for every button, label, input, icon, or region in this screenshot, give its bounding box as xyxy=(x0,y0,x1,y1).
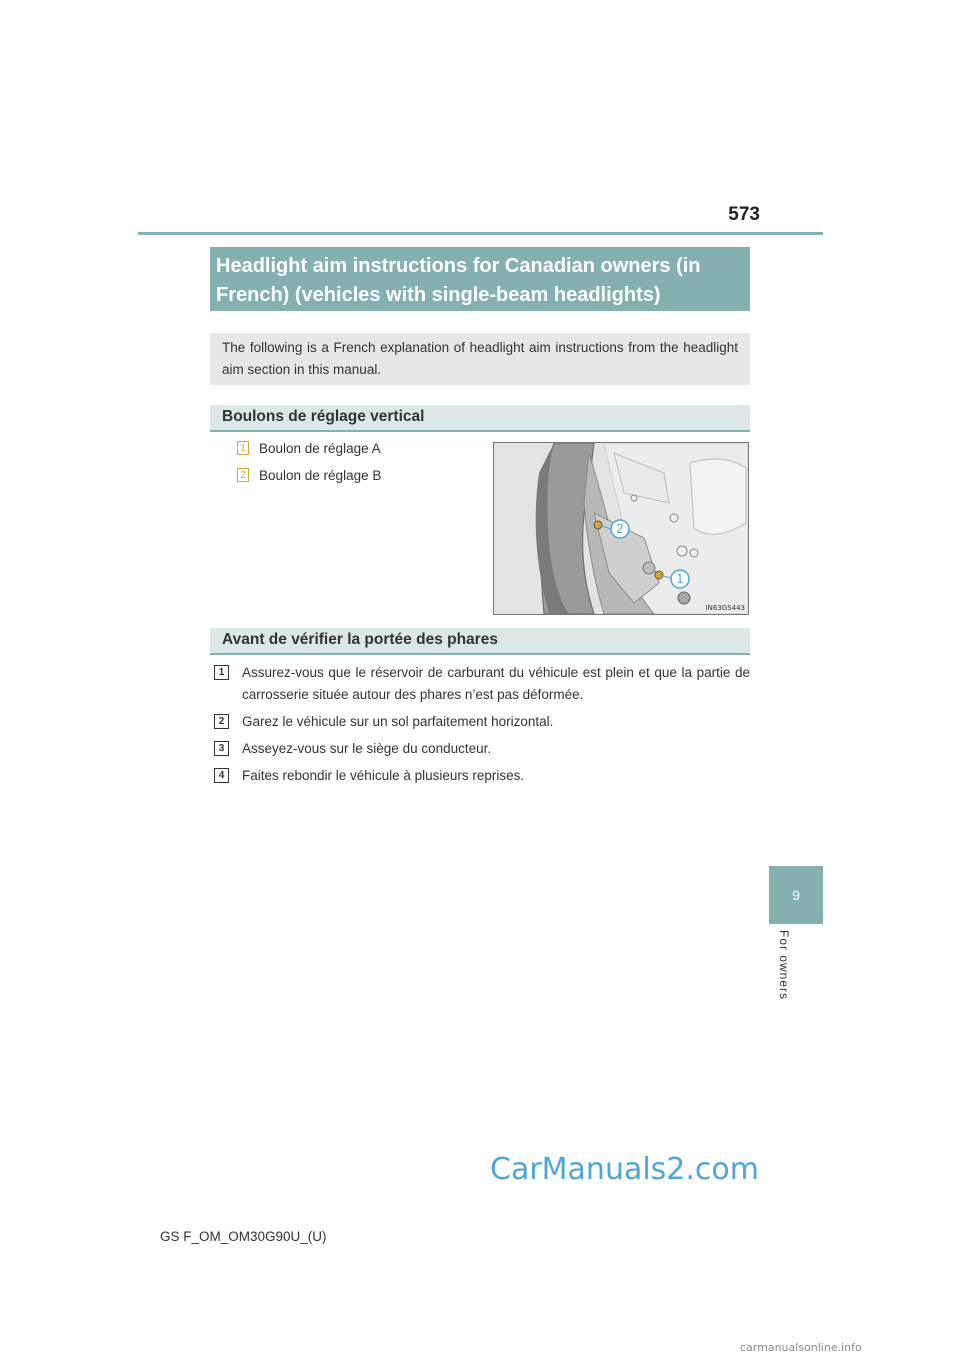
section-title-line-1: Headlight aim instructions for Canadian owners (in xyxy=(216,255,701,277)
step-number: 1 xyxy=(214,665,229,680)
section-header-before-checking: Avant de vérifier la portée des phares xyxy=(210,628,750,655)
chapter-tab: 9 xyxy=(769,866,823,924)
headlight-figure xyxy=(493,442,749,615)
step-text: Assurez-vous que le réservoir de carburant du véhicule est plein et que la partie de carrosserie située autour des phares n’est pas déformée. xyxy=(242,665,750,702)
callout-item xyxy=(237,438,381,458)
step-item xyxy=(214,662,750,706)
step-item xyxy=(214,711,750,733)
headlight-illustration xyxy=(494,443,748,614)
figure-marker-2: 2 xyxy=(616,522,624,536)
top-rule xyxy=(138,232,823,235)
footer-code: GS F_OM_OM30G90U_(U) xyxy=(160,1229,327,1244)
step-item xyxy=(214,738,750,760)
callout-number: 2 xyxy=(237,468,249,482)
callout-number: 1 xyxy=(237,441,249,455)
section-header-vertical-bolts: Boulons de réglage vertical xyxy=(210,405,750,432)
intro-note: The following is a French explanation of headlight aim instructions from the headlight aim section in this manual. xyxy=(210,333,750,385)
watermark-footer: carmanualsonline.info xyxy=(740,1341,862,1354)
watermark-logo: CarManuals2.com xyxy=(490,1152,760,1187)
callout-label: Boulon de réglage B xyxy=(259,467,382,483)
step-item xyxy=(214,765,750,787)
step-text: Garez le véhicule sur un sol parfaitement horizontal. xyxy=(242,714,554,729)
callout-label: Boulon de réglage A xyxy=(259,440,381,456)
section-title xyxy=(210,247,750,311)
figure-code: IN63GS443 xyxy=(705,604,745,612)
step-text: Asseyez-vous sur le siège du conducteur. xyxy=(242,741,492,756)
figure-marker-1: 1 xyxy=(676,572,684,586)
chapter-label: For owners xyxy=(777,930,791,1001)
step-number: 4 xyxy=(214,768,229,783)
page-number: 573 xyxy=(728,204,760,225)
step-number: 3 xyxy=(214,741,229,756)
section-title-line-2: French) (vehicles with single-beam headlights) xyxy=(216,284,661,306)
callout-item xyxy=(237,465,381,485)
step-number: 2 xyxy=(214,714,229,729)
step-text: Faites rebondir le véhicule à plusieurs reprises. xyxy=(242,768,525,783)
